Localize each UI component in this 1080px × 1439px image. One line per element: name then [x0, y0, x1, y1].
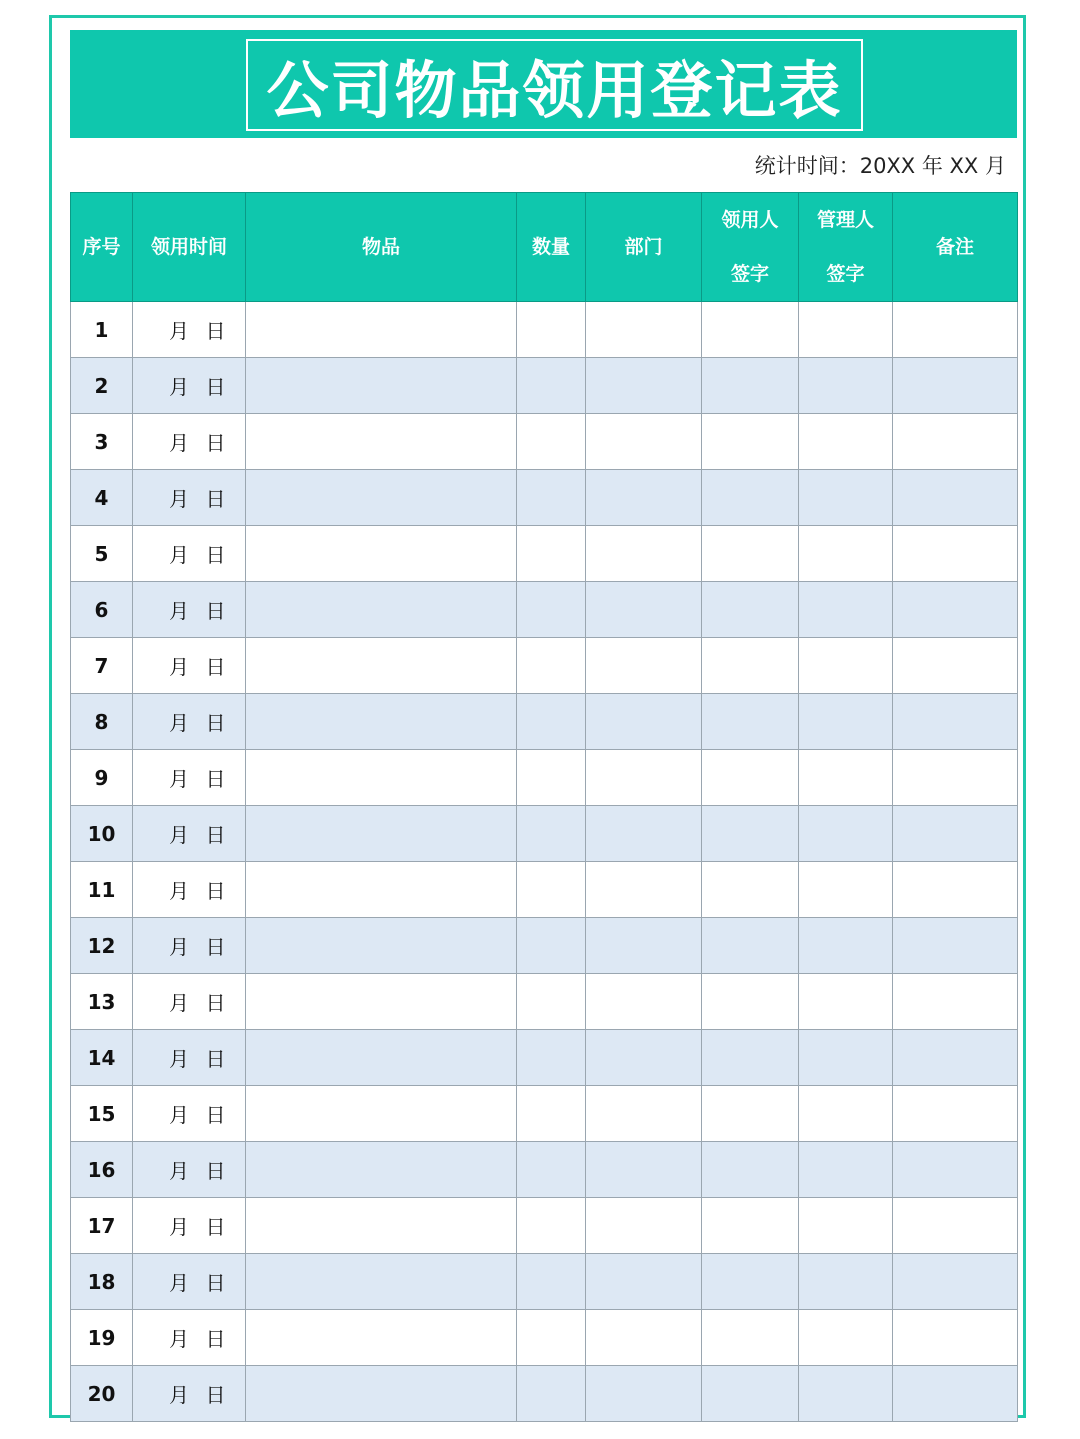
row-seq: 11: [71, 862, 133, 918]
month-label: 月: [169, 1215, 189, 1239]
row-dept-cell[interactable]: [586, 750, 702, 806]
row-qty-cell[interactable]: [517, 1198, 586, 1254]
table-row: [71, 750, 1018, 806]
row-seq: 5: [71, 526, 133, 582]
header-mgr-sign: [799, 193, 893, 302]
row-date[interactable]: [133, 974, 246, 1030]
month-label: 月: [169, 1271, 189, 1295]
row-dept-cell[interactable]: [586, 806, 702, 862]
row-qty-cell[interactable]: [517, 358, 586, 414]
row-date[interactable]: [133, 862, 246, 918]
row-seq: 17: [71, 1198, 133, 1254]
row-date[interactable]: [133, 750, 246, 806]
row-seq: 3: [71, 414, 133, 470]
row-mgr-sign-cell[interactable]: [799, 302, 893, 358]
month-label: 月: [169, 1383, 189, 1407]
row-qty-cell[interactable]: [517, 582, 586, 638]
row-qty-cell[interactable]: [517, 526, 586, 582]
row-dept-cell[interactable]: [586, 1254, 702, 1310]
day-label: 日: [205, 1271, 226, 1295]
row-item-cell[interactable]: [246, 526, 517, 582]
row-dept-cell[interactable]: [586, 1142, 702, 1198]
row-qty-cell[interactable]: [517, 470, 586, 526]
row-note-cell[interactable]: [893, 582, 1018, 638]
month-label: 月: [169, 543, 189, 567]
row-note-cell[interactable]: [893, 750, 1018, 806]
day-label: 日: [205, 1327, 226, 1351]
row-mgr-sign-cell[interactable]: [799, 1030, 893, 1086]
row-qty-cell[interactable]: [517, 694, 586, 750]
day-label: 日: [205, 1047, 226, 1071]
day-label: 日: [205, 1103, 226, 1127]
row-seq: 18: [71, 1254, 133, 1310]
row-mgr-sign-cell[interactable]: [799, 470, 893, 526]
row-dept-cell[interactable]: [586, 918, 702, 974]
day-label: 日: [205, 767, 226, 791]
table-row: [71, 806, 1018, 862]
row-item-cell[interactable]: [246, 694, 517, 750]
month-label: 月: [169, 1327, 189, 1351]
row-item-cell[interactable]: [246, 638, 517, 694]
row-note-cell[interactable]: [893, 862, 1018, 918]
header-qty: 数量: [517, 193, 586, 302]
row-note-cell[interactable]: [893, 1142, 1018, 1198]
row-user-sign-cell[interactable]: [702, 862, 799, 918]
table-row: [71, 1310, 1018, 1366]
month-label: 月: [169, 487, 189, 511]
row-seq: 2: [71, 358, 133, 414]
row-date[interactable]: [133, 1142, 246, 1198]
row-qty-cell[interactable]: [517, 806, 586, 862]
row-mgr-sign-cell[interactable]: [799, 862, 893, 918]
row-user-sign-cell[interactable]: [702, 1310, 799, 1366]
row-user-sign-cell[interactable]: [702, 974, 799, 1030]
month-label: 月: [169, 655, 189, 679]
table-row: [71, 526, 1018, 582]
row-mgr-sign-cell[interactable]: [799, 526, 893, 582]
row-note-cell[interactable]: [893, 1254, 1018, 1310]
row-seq: 10: [71, 806, 133, 862]
row-seq: 13: [71, 974, 133, 1030]
row-seq: 7: [71, 638, 133, 694]
row-mgr-sign-cell[interactable]: [799, 1310, 893, 1366]
row-seq: 19: [71, 1310, 133, 1366]
row-date[interactable]: [133, 358, 246, 414]
row-mgr-sign-cell[interactable]: [799, 582, 893, 638]
row-note-cell[interactable]: [893, 1198, 1018, 1254]
row-mgr-sign-cell[interactable]: [799, 414, 893, 470]
row-item-cell[interactable]: [246, 1310, 517, 1366]
row-item-cell[interactable]: [246, 750, 517, 806]
month-label: 月: [169, 711, 189, 735]
row-note-cell[interactable]: [893, 470, 1018, 526]
row-date[interactable]: [133, 1310, 246, 1366]
table-row: [71, 302, 1018, 358]
day-label: 日: [205, 1215, 226, 1239]
row-item-cell[interactable]: [246, 358, 517, 414]
row-note-cell[interactable]: [893, 918, 1018, 974]
row-user-sign-cell[interactable]: [702, 470, 799, 526]
row-note-cell[interactable]: [893, 1310, 1018, 1366]
row-dept-cell[interactable]: [586, 638, 702, 694]
table-row: [71, 1254, 1018, 1310]
row-item-cell[interactable]: [246, 1254, 517, 1310]
day-label: 日: [205, 1159, 226, 1183]
row-item-cell[interactable]: [246, 918, 517, 974]
table-row: [71, 1030, 1018, 1086]
day-label: 日: [205, 543, 226, 567]
row-note-cell[interactable]: [893, 638, 1018, 694]
row-mgr-sign-cell[interactable]: [799, 750, 893, 806]
row-qty-cell[interactable]: [517, 1254, 586, 1310]
header-row: [71, 193, 1018, 302]
month-label: 月: [169, 375, 189, 399]
table-row: [71, 694, 1018, 750]
row-user-sign-cell[interactable]: [702, 302, 799, 358]
row-item-cell[interactable]: [246, 414, 517, 470]
day-label: 日: [205, 655, 226, 679]
header-item: 物品: [246, 193, 517, 302]
row-user-sign-cell[interactable]: [702, 526, 799, 582]
row-qty-cell[interactable]: [517, 302, 586, 358]
row-note-cell[interactable]: [893, 1366, 1018, 1422]
row-seq: 14: [71, 1030, 133, 1086]
header-mgr-sign-line1: 管理人: [816, 209, 874, 231]
month-label: 月: [169, 319, 189, 343]
day-label: 日: [205, 935, 226, 959]
row-mgr-sign-cell[interactable]: [799, 806, 893, 862]
row-date[interactable]: [133, 1366, 246, 1422]
row-item-cell[interactable]: [246, 806, 517, 862]
table-row: [71, 358, 1018, 414]
month-label: 月: [169, 879, 189, 903]
header-mgr-sign-line2: 签字: [826, 263, 865, 285]
row-date[interactable]: [133, 806, 246, 862]
row-qty-cell[interactable]: [517, 1030, 586, 1086]
row-note-cell[interactable]: [893, 974, 1018, 1030]
header-seq: 序号: [71, 193, 133, 302]
row-date[interactable]: [133, 918, 246, 974]
row-dept-cell[interactable]: [586, 302, 702, 358]
row-note-cell[interactable]: [893, 1030, 1018, 1086]
month-label: 月: [169, 1047, 189, 1071]
row-dept-cell[interactable]: [586, 1198, 702, 1254]
row-mgr-sign-cell[interactable]: [799, 1198, 893, 1254]
table-row: [71, 862, 1018, 918]
row-user-sign-cell[interactable]: [702, 1254, 799, 1310]
row-seq: 8: [71, 694, 133, 750]
row-dept-cell[interactable]: [586, 414, 702, 470]
row-item-cell[interactable]: [246, 1030, 517, 1086]
row-item-cell[interactable]: [246, 1366, 517, 1422]
table-row: [71, 974, 1018, 1030]
day-label: 日: [205, 1383, 226, 1407]
row-qty-cell[interactable]: [517, 862, 586, 918]
day-label: 日: [205, 879, 226, 903]
table-row: [71, 918, 1018, 974]
row-date[interactable]: [133, 582, 246, 638]
row-dept-cell[interactable]: [586, 1086, 702, 1142]
row-qty-cell[interactable]: [517, 1086, 586, 1142]
row-mgr-sign-cell[interactable]: [799, 974, 893, 1030]
row-seq: 15: [71, 1086, 133, 1142]
row-date[interactable]: [133, 1198, 246, 1254]
row-mgr-sign-cell[interactable]: [799, 1366, 893, 1422]
row-seq: 4: [71, 470, 133, 526]
table-row: [71, 1142, 1018, 1198]
day-label: 日: [205, 599, 226, 623]
row-seq: 6: [71, 582, 133, 638]
row-item-cell[interactable]: [246, 470, 517, 526]
row-item-cell[interactable]: [246, 302, 517, 358]
day-label: 日: [205, 991, 226, 1015]
register-table: [70, 192, 1018, 1422]
row-item-cell[interactable]: [246, 1142, 517, 1198]
month-label: 月: [169, 991, 189, 1015]
row-dept-cell[interactable]: [586, 1030, 702, 1086]
row-mgr-sign-cell[interactable]: [799, 1086, 893, 1142]
table-row: [71, 1086, 1018, 1142]
month-label: 月: [169, 1103, 189, 1127]
title-box: [246, 39, 863, 131]
row-mgr-sign-cell[interactable]: [799, 358, 893, 414]
row-date[interactable]: [133, 638, 246, 694]
day-label: 日: [205, 319, 226, 343]
month-label: 月: [169, 599, 189, 623]
row-dept-cell[interactable]: [586, 358, 702, 414]
row-seq: 1: [71, 302, 133, 358]
table-row: [71, 470, 1018, 526]
row-note-cell[interactable]: [893, 694, 1018, 750]
month-label: 月: [169, 823, 189, 847]
row-date[interactable]: [133, 414, 246, 470]
row-qty-cell[interactable]: [517, 1310, 586, 1366]
table-row: [71, 1198, 1018, 1254]
row-mgr-sign-cell[interactable]: [799, 1142, 893, 1198]
row-item-cell[interactable]: [246, 1198, 517, 1254]
table-row: [71, 582, 1018, 638]
row-date[interactable]: [133, 526, 246, 582]
header-dept: 部门: [586, 193, 702, 302]
row-qty-cell[interactable]: [517, 1366, 586, 1422]
row-user-sign-cell[interactable]: [702, 1030, 799, 1086]
day-label: 日: [205, 487, 226, 511]
row-note-cell[interactable]: [893, 358, 1018, 414]
header-note: 备注: [893, 193, 1018, 302]
month-label: 月: [169, 935, 189, 959]
table-row: [71, 638, 1018, 694]
row-user-sign-cell[interactable]: [702, 1198, 799, 1254]
header-user-sign: [702, 193, 799, 302]
table-row: [71, 414, 1018, 470]
row-date[interactable]: [133, 470, 246, 526]
row-note-cell[interactable]: [893, 302, 1018, 358]
page-title: 公司物品领用登记表: [266, 53, 843, 127]
row-mgr-sign-cell[interactable]: [799, 694, 893, 750]
row-user-sign-cell[interactable]: [702, 918, 799, 974]
row-mgr-sign-cell[interactable]: [799, 918, 893, 974]
row-user-sign-cell[interactable]: [702, 358, 799, 414]
day-label: 日: [205, 711, 226, 735]
row-qty-cell[interactable]: [517, 414, 586, 470]
row-user-sign-cell[interactable]: [702, 1366, 799, 1422]
header-user-sign-line2: 签字: [730, 263, 769, 285]
row-user-sign-cell[interactable]: [702, 414, 799, 470]
row-qty-cell[interactable]: [517, 638, 586, 694]
row-note-cell[interactable]: [893, 526, 1018, 582]
row-dept-cell[interactable]: [586, 1310, 702, 1366]
month-label: 月: [169, 767, 189, 791]
row-date[interactable]: [133, 1086, 246, 1142]
row-note-cell[interactable]: [893, 414, 1018, 470]
row-note-cell[interactable]: [893, 1086, 1018, 1142]
day-label: 日: [205, 823, 226, 847]
row-qty-cell[interactable]: [517, 750, 586, 806]
row-user-sign-cell[interactable]: [702, 1142, 799, 1198]
row-user-sign-cell[interactable]: [702, 750, 799, 806]
day-label: 日: [205, 431, 226, 455]
row-date[interactable]: [133, 694, 246, 750]
month-label: 月: [169, 1159, 189, 1183]
row-seq: 12: [71, 918, 133, 974]
row-dept-cell[interactable]: [586, 862, 702, 918]
row-qty-cell[interactable]: [517, 974, 586, 1030]
row-seq: 20: [71, 1366, 133, 1422]
row-item-cell[interactable]: [246, 974, 517, 1030]
row-dept-cell[interactable]: [586, 1366, 702, 1422]
row-mgr-sign-cell[interactable]: [799, 638, 893, 694]
row-date[interactable]: [133, 302, 246, 358]
day-label: 日: [205, 375, 226, 399]
row-seq: 16: [71, 1142, 133, 1198]
row-dept-cell[interactable]: [586, 974, 702, 1030]
row-qty-cell[interactable]: [517, 918, 586, 974]
row-seq: 9: [71, 750, 133, 806]
row-user-sign-cell[interactable]: [702, 1086, 799, 1142]
row-item-cell[interactable]: [246, 582, 517, 638]
header-user-sign-line1: 领用人: [721, 209, 779, 231]
row-user-sign-cell[interactable]: [702, 694, 799, 750]
row-user-sign-cell[interactable]: [702, 582, 799, 638]
row-user-sign-cell[interactable]: [702, 638, 799, 694]
row-item-cell[interactable]: [246, 1086, 517, 1142]
row-date[interactable]: [133, 1254, 246, 1310]
row-dept-cell[interactable]: [586, 470, 702, 526]
header-time: 领用时间: [133, 193, 246, 302]
row-note-cell[interactable]: [893, 806, 1018, 862]
row-dept-cell[interactable]: [586, 582, 702, 638]
row-date[interactable]: [133, 1030, 246, 1086]
month-label: 月: [169, 431, 189, 455]
table-row: [71, 1366, 1018, 1422]
row-dept-cell[interactable]: [586, 526, 702, 582]
row-dept-cell[interactable]: [586, 694, 702, 750]
stat-time-label: 统计时间：20XX 年 XX 月: [754, 154, 1006, 178]
row-qty-cell[interactable]: [517, 1142, 586, 1198]
row-user-sign-cell[interactable]: [702, 806, 799, 862]
row-mgr-sign-cell[interactable]: [799, 1254, 893, 1310]
row-item-cell[interactable]: [246, 862, 517, 918]
